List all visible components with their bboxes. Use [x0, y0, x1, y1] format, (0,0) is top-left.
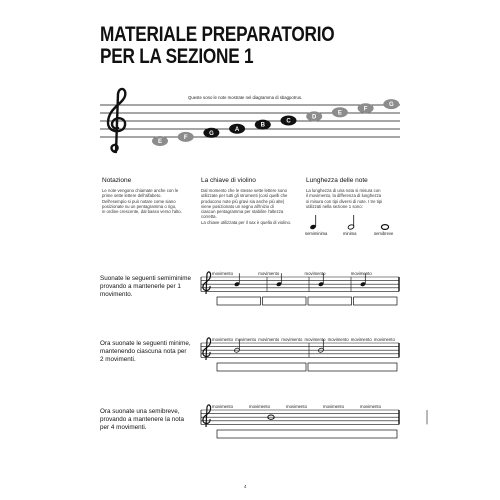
exercise-1-staff	[201, 271, 399, 305]
notazione-text: Le note vengono chiamate anche con le prime sette lettere dell'alfabeto. Dell'esempio si può notare come siano posizionate su un pentagramma o rigo, in ordine crescente, dal basso verso l'alto.	[102, 188, 182, 215]
lunghezza-text: La lunghezza di una nota si misura con il movimento, la differenza di lunghezza si misura con tipi diversi di note. I tre tipi utilizzati nella sezione 1 sono:	[306, 188, 383, 209]
answer-box	[263, 297, 307, 305]
note-label: C	[286, 118, 291, 125]
exercise-3-instructions: Ora suonate una semibreve, provando a mantenere la nota per 4 movimenti.	[100, 408, 185, 431]
note-label: G	[209, 130, 214, 137]
notazione-heading: Notazione	[102, 177, 132, 184]
movimento-label: movimento	[212, 404, 234, 409]
movimento-label: movimento	[373, 337, 395, 342]
treble-clef-icon	[203, 405, 211, 427]
note-label: G	[388, 102, 394, 109]
answer-box	[308, 297, 352, 305]
answer-box	[217, 363, 306, 371]
movimento-label: movimento	[286, 404, 308, 409]
answer-box	[217, 430, 397, 438]
page-number: 4	[244, 484, 247, 489]
note-label: B	[260, 122, 265, 129]
movimento-label: movimento	[258, 271, 280, 276]
answer-box	[308, 363, 397, 371]
note-label: F	[363, 106, 368, 113]
note-type-minima: minima	[343, 231, 357, 236]
note-label: E	[337, 110, 342, 117]
treble-clef-icon	[203, 272, 211, 294]
answer-box	[354, 297, 398, 305]
lunghezza-heading: Lunghezza delle note	[306, 177, 368, 184]
movimento-label: movimento	[350, 271, 372, 276]
title-line-2: PER LA SEZIONE 1	[100, 45, 254, 68]
answer-box	[217, 297, 261, 305]
treble-clef-icon	[203, 338, 211, 360]
note-type-semibreve: semibreve	[374, 231, 394, 236]
movimento-label: movimento	[350, 337, 372, 342]
exercise-3-staff	[201, 404, 427, 438]
movimento-label: movimento	[235, 337, 257, 342]
movimento-label: movimento	[249, 404, 271, 409]
movimento-label: movimento	[212, 271, 234, 276]
movimento-label: movimento	[304, 271, 326, 276]
exercise-2-staff	[201, 337, 399, 371]
exercise-2-instructions: Ora suonate le seguenti minime, mantenendo ciascuna nota per 2 movimenti.	[100, 340, 191, 363]
note-label: F	[183, 135, 188, 141]
movimento-label: movimento	[281, 337, 303, 342]
movimento-label: movimento	[360, 404, 382, 409]
chiave-heading: La chiave di violino	[201, 177, 256, 184]
crotchet-note	[234, 273, 240, 287]
title-line-1: MATERIALE PREPARATORIO	[100, 23, 335, 46]
note-label: E	[157, 139, 163, 146]
movimento-label: movimento	[327, 337, 349, 342]
movimento-label: movimento	[212, 337, 234, 342]
movimento-label: movimento	[258, 337, 280, 342]
note-label: D	[312, 114, 317, 121]
note-label: A	[234, 126, 240, 133]
staff-caption: Queste sono le note mostrate nel diagramma di sbagpotrus.	[188, 95, 303, 100]
exercise-1-instructions: Suonate le seguenti semiminime provando a mantenerle per 1 movimento.	[100, 275, 192, 298]
movimento-label: movimento	[323, 404, 345, 409]
chiave-text: Dal momento che le stesse sette lettere sono utilizzate per tutti gli strumenti (così quelli che producono note più gravi sia anche più alte) viene posizionato un segno all'inizio di ciascun pentagramma per stabilire l'altezza corretta. La chiave utilizzata per il sax è quella di violino.	[201, 188, 292, 225]
movimento-label: movimento	[304, 337, 326, 342]
note-type-semiminima: semiminima	[305, 231, 328, 236]
